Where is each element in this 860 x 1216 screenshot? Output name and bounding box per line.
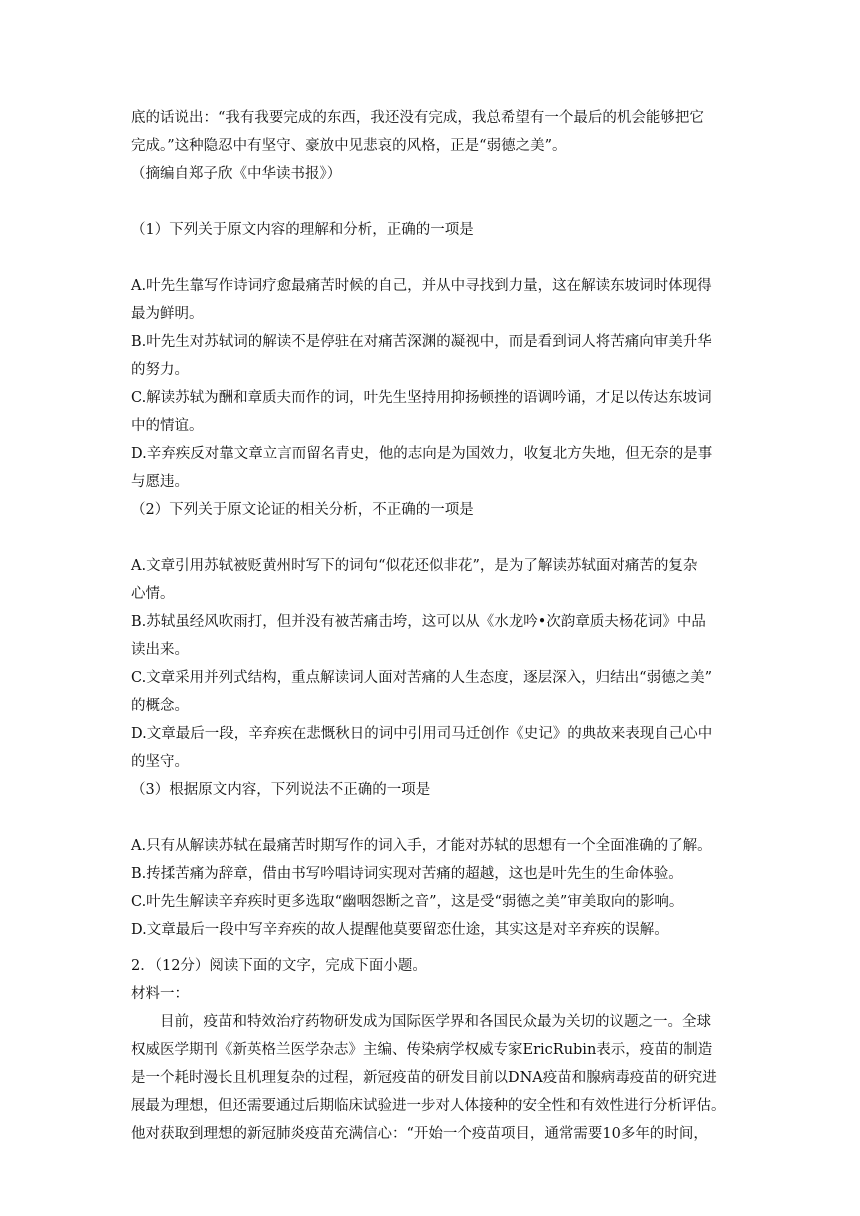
q2-option-b: B.苏轼虽经风吹雨打，但并没有被苦痛击垮，这可以从《水龙吟•次韵章质夫杨花词》中品 xyxy=(131,614,706,630)
source-citation: （摘编自郑子欣《中华读书报》） xyxy=(131,166,342,182)
material-line-5: 他对获取到理想的新冠肺炎疫苗充满信心：“开始一个疫苗项目，通常需要10多年的时间， xyxy=(131,1126,708,1142)
q2-option-a-cont: 心情。 xyxy=(131,586,175,602)
question-3-options xyxy=(131,832,737,944)
intro-line-2: 完成。”这种隐忍中有坚守、豪放中见悲哀的风格，正是“弱德之美”。 xyxy=(131,138,567,154)
question-2-heading: 2．（12分）阅读下面的文字，完成下面小题。 xyxy=(131,958,427,974)
question-1-options xyxy=(131,272,737,496)
q1-option-b-cont: 的努力。 xyxy=(131,362,189,378)
q2-option-a: A.文章引用苏轼被贬黄州时写下的词句“似花还似非花”，是为了解读苏轼面对痛苦的复杂 xyxy=(131,558,698,574)
q3-option-d: D.文章最后一段中写辛弃疾的故人提醒他莫要留恋仕途，其实这是对辛弃疾的误解。 xyxy=(131,922,669,938)
intro-line-1: 底的话说出：“我有我要完成的东西，我还没有完成，我总希望有一个最后的机会能够把它 xyxy=(131,110,704,126)
q1-option-a: A.叶先生靠写作诗词疗愈最痛苦时候的自己，并从中寻找到力量，这在解读东坡词时体现得 xyxy=(131,278,712,294)
question-2-stem: （2）下列关于原文论证的相关分析，不正确的一项是 xyxy=(131,502,474,518)
material-line-3: 是一个耗时漫长且机理复杂的过程，新冠疫苗的研发目前以DNA疫苗和腺病毒疫苗的研究进 xyxy=(131,1070,717,1086)
q1-option-d-cont: 与愿违。 xyxy=(131,474,189,490)
q3-option-a: A.只有从解读苏轼在最痛苦时期写作的词入手，才能对苏轼的思想有一个全面准确的了解。 xyxy=(131,838,712,854)
q2-option-c: C.文章采用并列式结构，重点解读词人面对苦痛的人生态度，逐层深入，归结出“弱德之美” xyxy=(131,670,713,686)
material-line-2: 权威医学期刊《新英格兰医学杂志》主编、传染病学权威专家EricRubin表示，疫苗的制造 xyxy=(131,1042,713,1058)
q1-option-c-cont: 中的情谊。 xyxy=(131,418,204,434)
question-1-stem: （1）下列关于原文内容的理解和分析，正确的一项是 xyxy=(131,222,474,238)
q2-option-d: D.文章最后一段，辛弃疾在悲慨秋日的词中引用司马迁创作《史记》的典故来表现自己心中 xyxy=(131,726,713,742)
q1-option-d: D.辛弃疾反对靠文章立言而留名青史，他的志向是为国效力，收复北方失地，但无奈的是事 xyxy=(131,446,713,462)
question-2-options xyxy=(131,552,737,776)
q2-option-c-cont: 的概念。 xyxy=(131,698,189,714)
text-column xyxy=(131,104,737,1148)
q2-option-b-cont: 读出来。 xyxy=(131,642,189,658)
q1-option-a-cont: 最为鲜明。 xyxy=(131,306,204,322)
material-line-1: 目前，疫苗和特效治疗药物研发成为国际医学界和各国民众最为关切的议题之一。全球 xyxy=(160,1014,711,1030)
question-3-stem: （3）根据原文内容，下列说法不正确的一项是 xyxy=(131,782,431,798)
q3-option-b: B.抟揉苦痛为辞章，借由书写吟唱诗词实现对苦痛的超越，这也是叶先生的生命体验。 xyxy=(131,866,683,882)
q1-option-b: B.叶先生对苏轼词的解读不是停驻在对痛苦深渊的凝视中，而是看到词人将苦痛向审美升华 xyxy=(131,334,712,350)
q1-option-c: C.解读苏轼为酬和章质夫而作的词，叶先生坚持用抑扬顿挫的语调吟诵，才足以传达东坡词 xyxy=(131,390,712,406)
material-paragraph xyxy=(131,1008,737,1148)
q2-option-d-cont: 的坚守。 xyxy=(131,754,189,770)
material-label: 材料一： xyxy=(131,986,189,1002)
material-line-4: 展最为理想，但还需要通过后期临床试验进一步对人体接种的安全性和有效性进行分析评估。 xyxy=(131,1098,726,1114)
q3-option-c: C.叶先生解读辛弃疾时更多选取“幽咽怨断之音”，这是受“弱德之美”审美取向的影响。 xyxy=(131,894,684,910)
